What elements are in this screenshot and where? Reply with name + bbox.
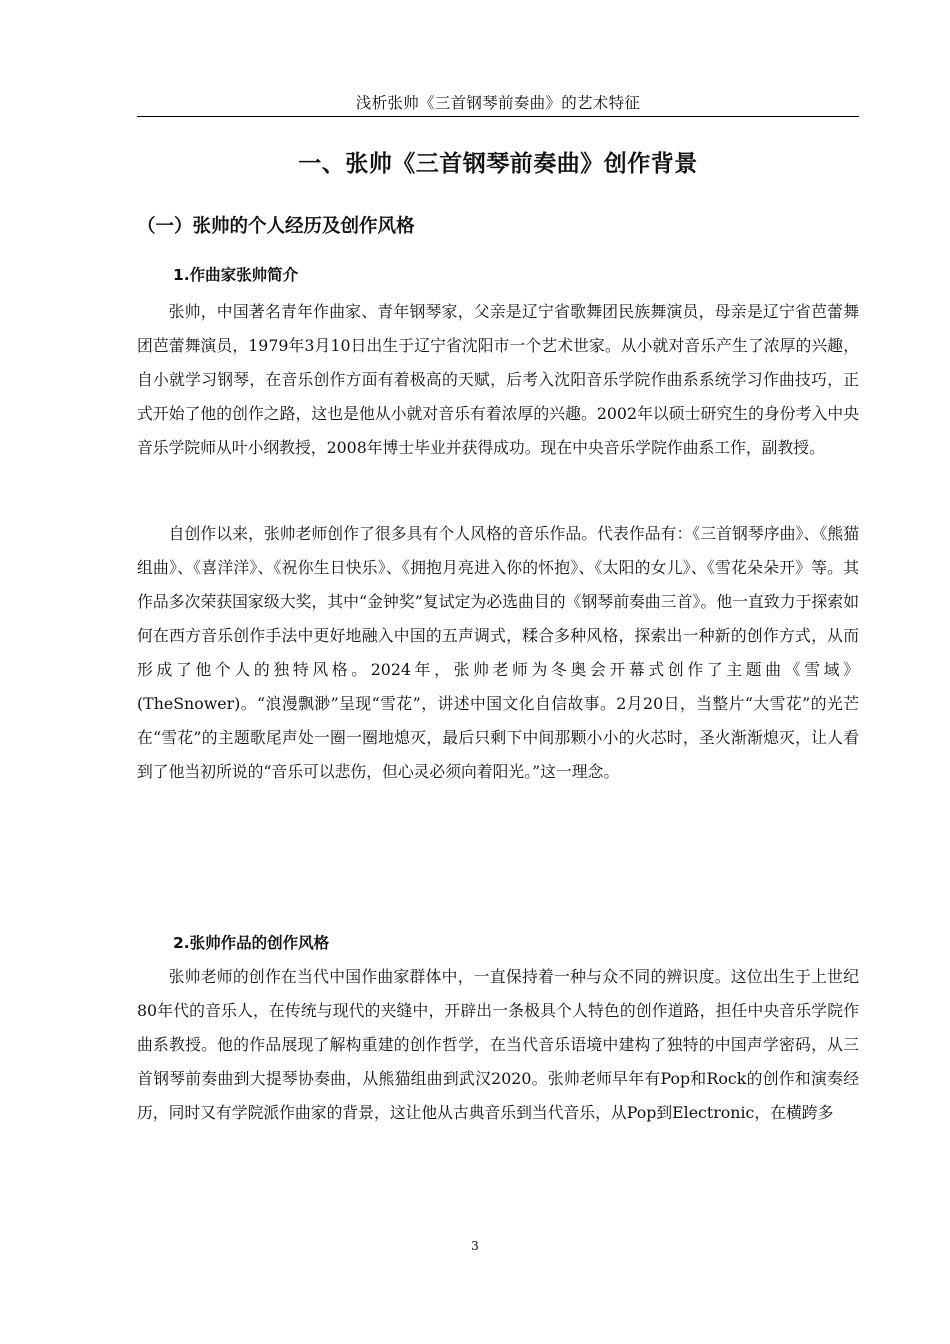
section-title: （一）张帅的个人经历及创作风格 [137, 216, 415, 237]
running-header: 浅析张帅《三首钢琴前奏曲》的艺术特征 [355, 94, 641, 112]
subsection-title-1: 1.作曲家张帅简介 [173, 266, 299, 284]
paragraph: 张帅，中国著名青年作曲家、青年钢琴家，父亲是辽宁省歌舞团民族舞演员，母亲是辽宁省芭蕾舞团芭蕾舞演员，1979年3月10日出生于辽宁省沈阳市一个艺术世家。从小就对音乐产生了浓厚的兴趣，自小就学习钢琴，在音乐创作方面有着极高的天赋，后考入沈阳音乐学院作曲系系统学习作曲技巧，正式开始了他的创作之路，这也是他从小就对音乐有着浓厚的兴趣。2002年以硕士研究生的身份考入中央音乐学院师从叶小纲教授，2008年博士毕业并获得成功。现在中央音乐学院作曲系工作，副教授。 [137, 302, 860, 457]
paragraph: 自创作以来，张帅老师创作了很多具有个人风格的音乐作品。代表作品有：《三首钢琴序曲》、《熊猫组曲》、《喜洋洋》、《祝你生日快乐》、《拥抱月亮进入你的怀抱》、《太阳的女儿》、《雪花朵朵开》等。其作品多次荣获国家级大奖，其中“金钟奖”复试定为必选曲目的《钢琴前奏曲三首》。他一直致力于探索如何在西方音乐创作手法中更好地融入中国的五声调式，糅合多种风格，探索出一种新的创作方式，从而形成了他个人的独特风格。2024年，张帅老师为冬奥会开幕式创作了主题曲《雪域》(TheSnower)。“浪漫飘渺”呈现“雪花”，讲述中国文化自信故事。2月20日，当整片“大雪花”的光芒在“雪花”的主题歌尾声处一圈一圈地熄灭，最后只剩下中间那颗小小的火芯时，圣火渐渐熄灭，让人看到了他当初所说的“音乐可以悲伤，但心灵必须向着阳光。”这一理念。 [137, 524, 859, 781]
paragraph-block-2 [137, 517, 859, 789]
subsection-title-2: 2.张帅作品的创作风格 [173, 934, 330, 952]
page-number: 3 [471, 1239, 479, 1253]
paragraph-block-3 [137, 960, 859, 1130]
paragraph: 张帅老师的创作在当代中国作曲家群体中，一直保持着一种与众不同的辨识度。这位出生于上世纪80年代的音乐人，在传统与现代的夹缝中，开辟出一条极具个人特色的创作道路，担任中央音乐学院作曲系教授。他的作品展现了解构重建的创作哲学，在当代音乐语境中建构了独特的中国声学密码，从三首钢琴前奏曲到大提琴协奏曲，从熊猫组曲到武汉2020。张帅老师早年有Pop和Rock的创作和演奏经历，同时又有学院派作曲家的背景，这让他从古典音乐到当代音乐，从Pop到Electronic，在横跨多 [137, 967, 859, 1122]
chapter-title: 一、张帅《三首钢琴前奏曲》创作背景 [298, 151, 698, 177]
header-rule [137, 116, 859, 117]
paragraph-block-1 [137, 295, 859, 465]
